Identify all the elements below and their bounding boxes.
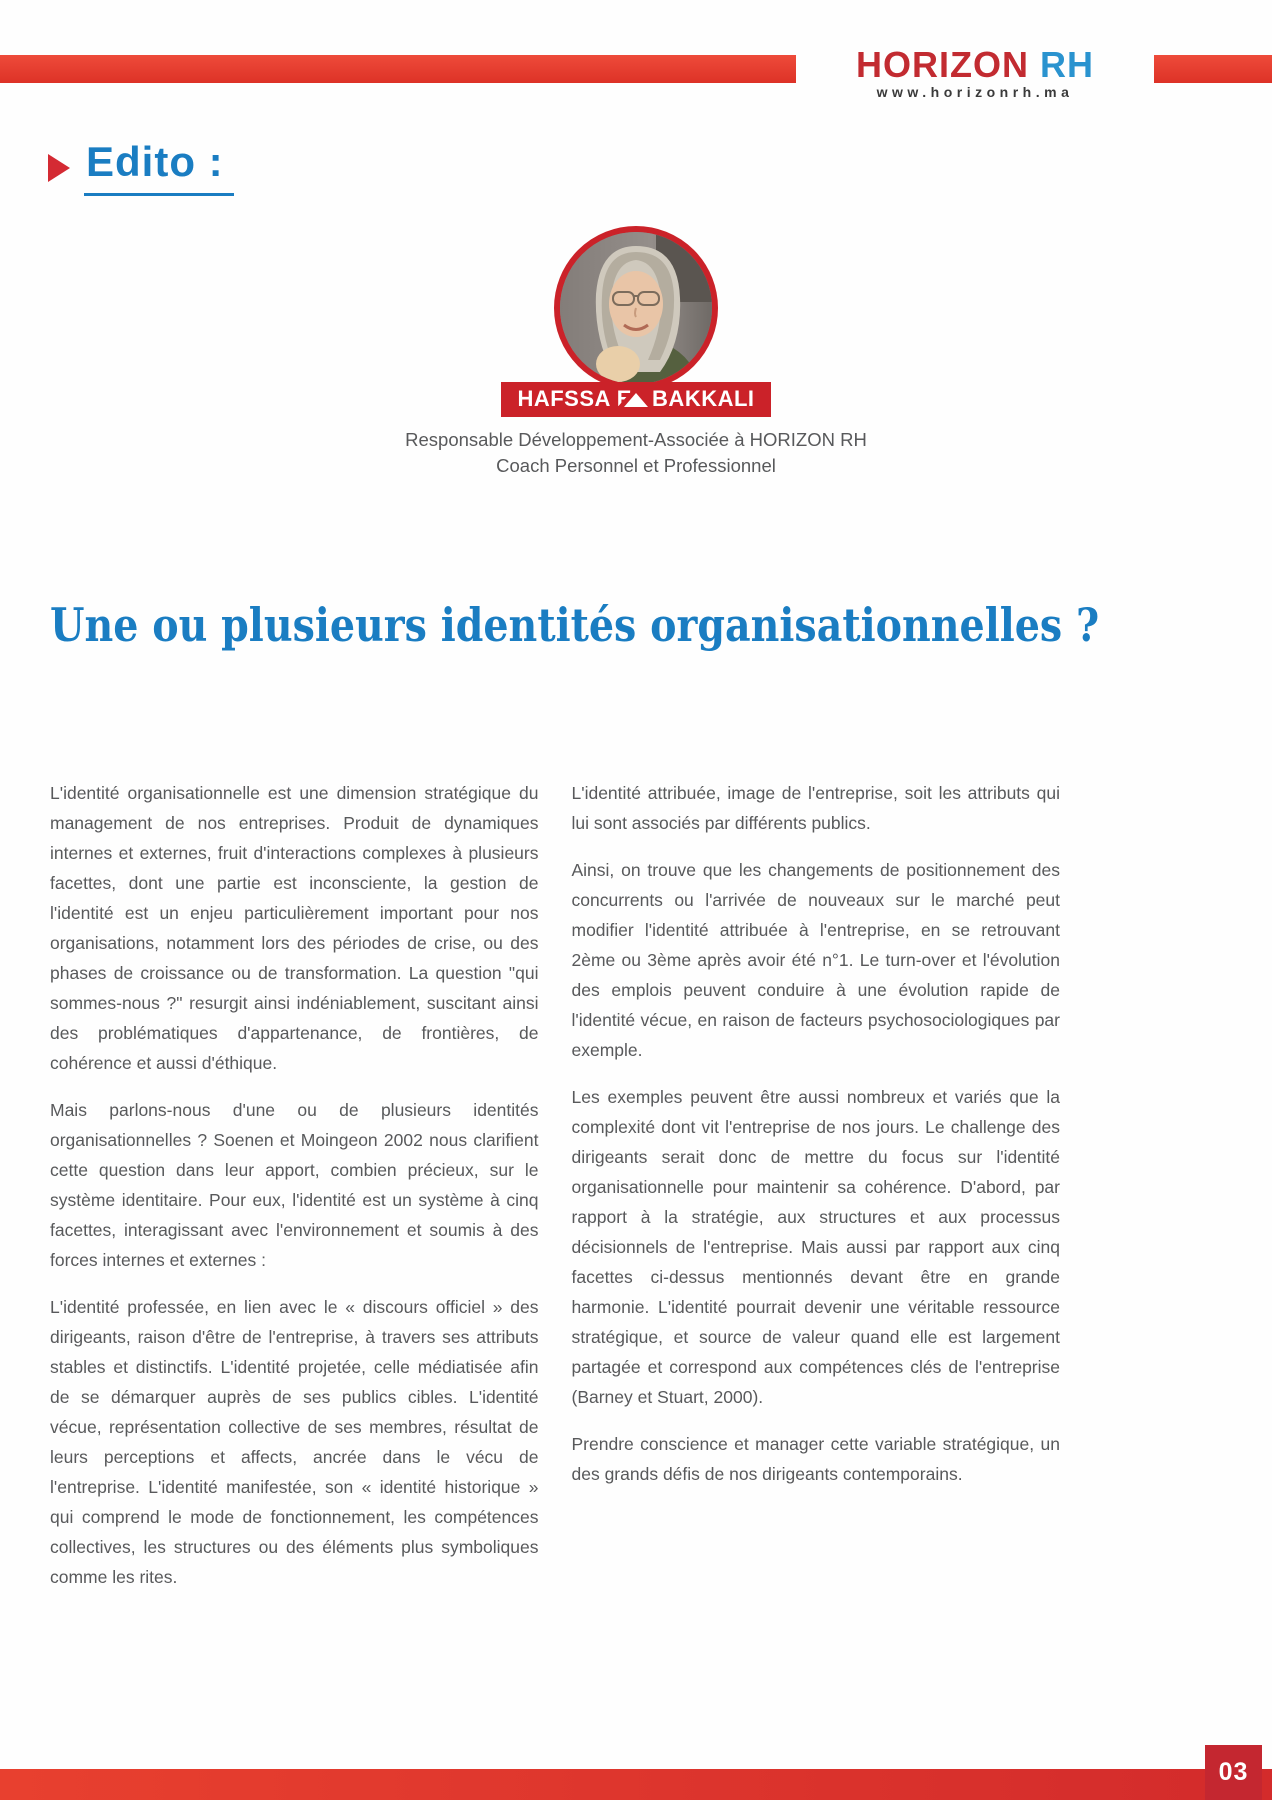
paragraph: L'identité organisationnelle est une dimension stratégique du management de nos entreprises. Produit de dynamiques internes et externes, fruit d'interactions complexes à plusieurs facettes, dont une partie est inconsciente, la gestion de l'identité est un enjeu particulièrement important pour nos organisations, notamment lors des périodes de crise, ou des phases de croissance ou de transformation. La question "qui sommes-nous ?" resurgit ainsi indéniablement, suscitant ainsi des problématiques d'appartenance, de frontières, de cohérence et aussi d'éthique. [50, 783, 539, 1073]
edito-section-title [48, 138, 234, 196]
author-block [0, 226, 1272, 479]
paragraph: L'identité attribuée, image de l'entreprise, soit les attributs qui lui sont associés par différents publics. [571, 783, 1060, 833]
article-column-right [572, 778, 1061, 1609]
paragraph: L'identité professée, en lien avec le « discours officiel » des dirigeants, raison d'être de l'entreprise, à travers ses attributs stables et distinctifs. L'identité projetée, celle médiatisée afin de se démarquer auprès de ses publics cibles. L'identité vécue, représentation collective de ses membres, résultat de leurs perceptions et affects, ancrée dans le vécu de l'entreprise. L'identité manifestée, son « identité historique » qui comprend le mode de fonctionnement, les compétences collectives, les structures ou des éléments plus symboliques comme les rites. [50, 1297, 539, 1587]
article-headline: Une ou plusieurs identités organisationnelles ? [50, 598, 1100, 652]
logo-text-rh: RH [1040, 44, 1094, 85]
article-body [50, 778, 1060, 1609]
paragraph: Ainsi, on trouve que les changements de positionnement des concurrents ou l'arrivée de nouveaux sur le marché peut modifier l'identité attribuée à l'entreprise, en se retrouvant 2ème ou 3ème après avoir été n°1. Le turn-over et l'évolution des emplois peuvent conduire à une évolution rapide de l'identité vécue, en raison de facteurs psychosociologiques par exemple. [571, 860, 1060, 1060]
logo-text-horizon: HORIZON [855, 44, 1029, 85]
paragraph: Prendre conscience et manager cette variable stratégique, un des grands défis de nos dirigeants contemporains. [571, 1434, 1060, 1484]
page-number: 03 [1218, 1758, 1249, 1786]
paragraph: Les exemples peuvent être aussi nombreux et variés que la complexité dont vit l'entreprise de nos jours. Le challenge des dirigeants serait donc de mettre du focus sur l'identité organisationnelle pour maintenir sa cohérence. D'abord, par rapport à la stratégie, aux structures et aux processus décisionnels de l'entreprise. Mais aussi par rapport aux cinq facettes ci-dessus mentionnés devant être en grande harmonie. L'identité pourrait devenir une véritable ressource stratégique, et source de valeur quand elle est largement partagée et correspond aux compétences clés de l'entreprise (Barney et Stuart, 2000). [571, 1087, 1060, 1407]
page-number-tab [1205, 1745, 1262, 1800]
horizon-rh-logo [810, 44, 1140, 100]
paragraph: Mais parlons-nous d'une ou de plusieurs identités organisationnelles ? Soenen et Moingeon 2002 nous clarifient cette question dans leur apport, combien précieux, sur le système identitaire. Pour eux, l'identité est un système à cinq facettes, interagissant avec l'environnement et soumis à des forces internes et externes : [50, 1100, 539, 1270]
author-role-line2: Coach Personnel et Professionnel [496, 455, 776, 476]
header-red-bar-left [0, 55, 796, 83]
header-red-bar-right [1154, 55, 1272, 83]
author-role-line1: Responsable Développement-Associée à HORIZON RH [405, 429, 867, 450]
website-url: www.horizonrh.ma [876, 84, 1074, 100]
footer-red-bar [0, 1769, 1272, 1800]
author-name-badge: HAFSSA EL BAKKALI [501, 382, 770, 417]
page-header [0, 44, 1272, 113]
article-column-left [50, 778, 539, 1609]
logo-text [810, 44, 1140, 85]
author-photo [554, 226, 718, 390]
red-triangle-icon [48, 154, 70, 182]
portrait-illustration [560, 232, 712, 384]
edito-heading: Edito : [84, 138, 234, 196]
author-roles [405, 427, 867, 479]
